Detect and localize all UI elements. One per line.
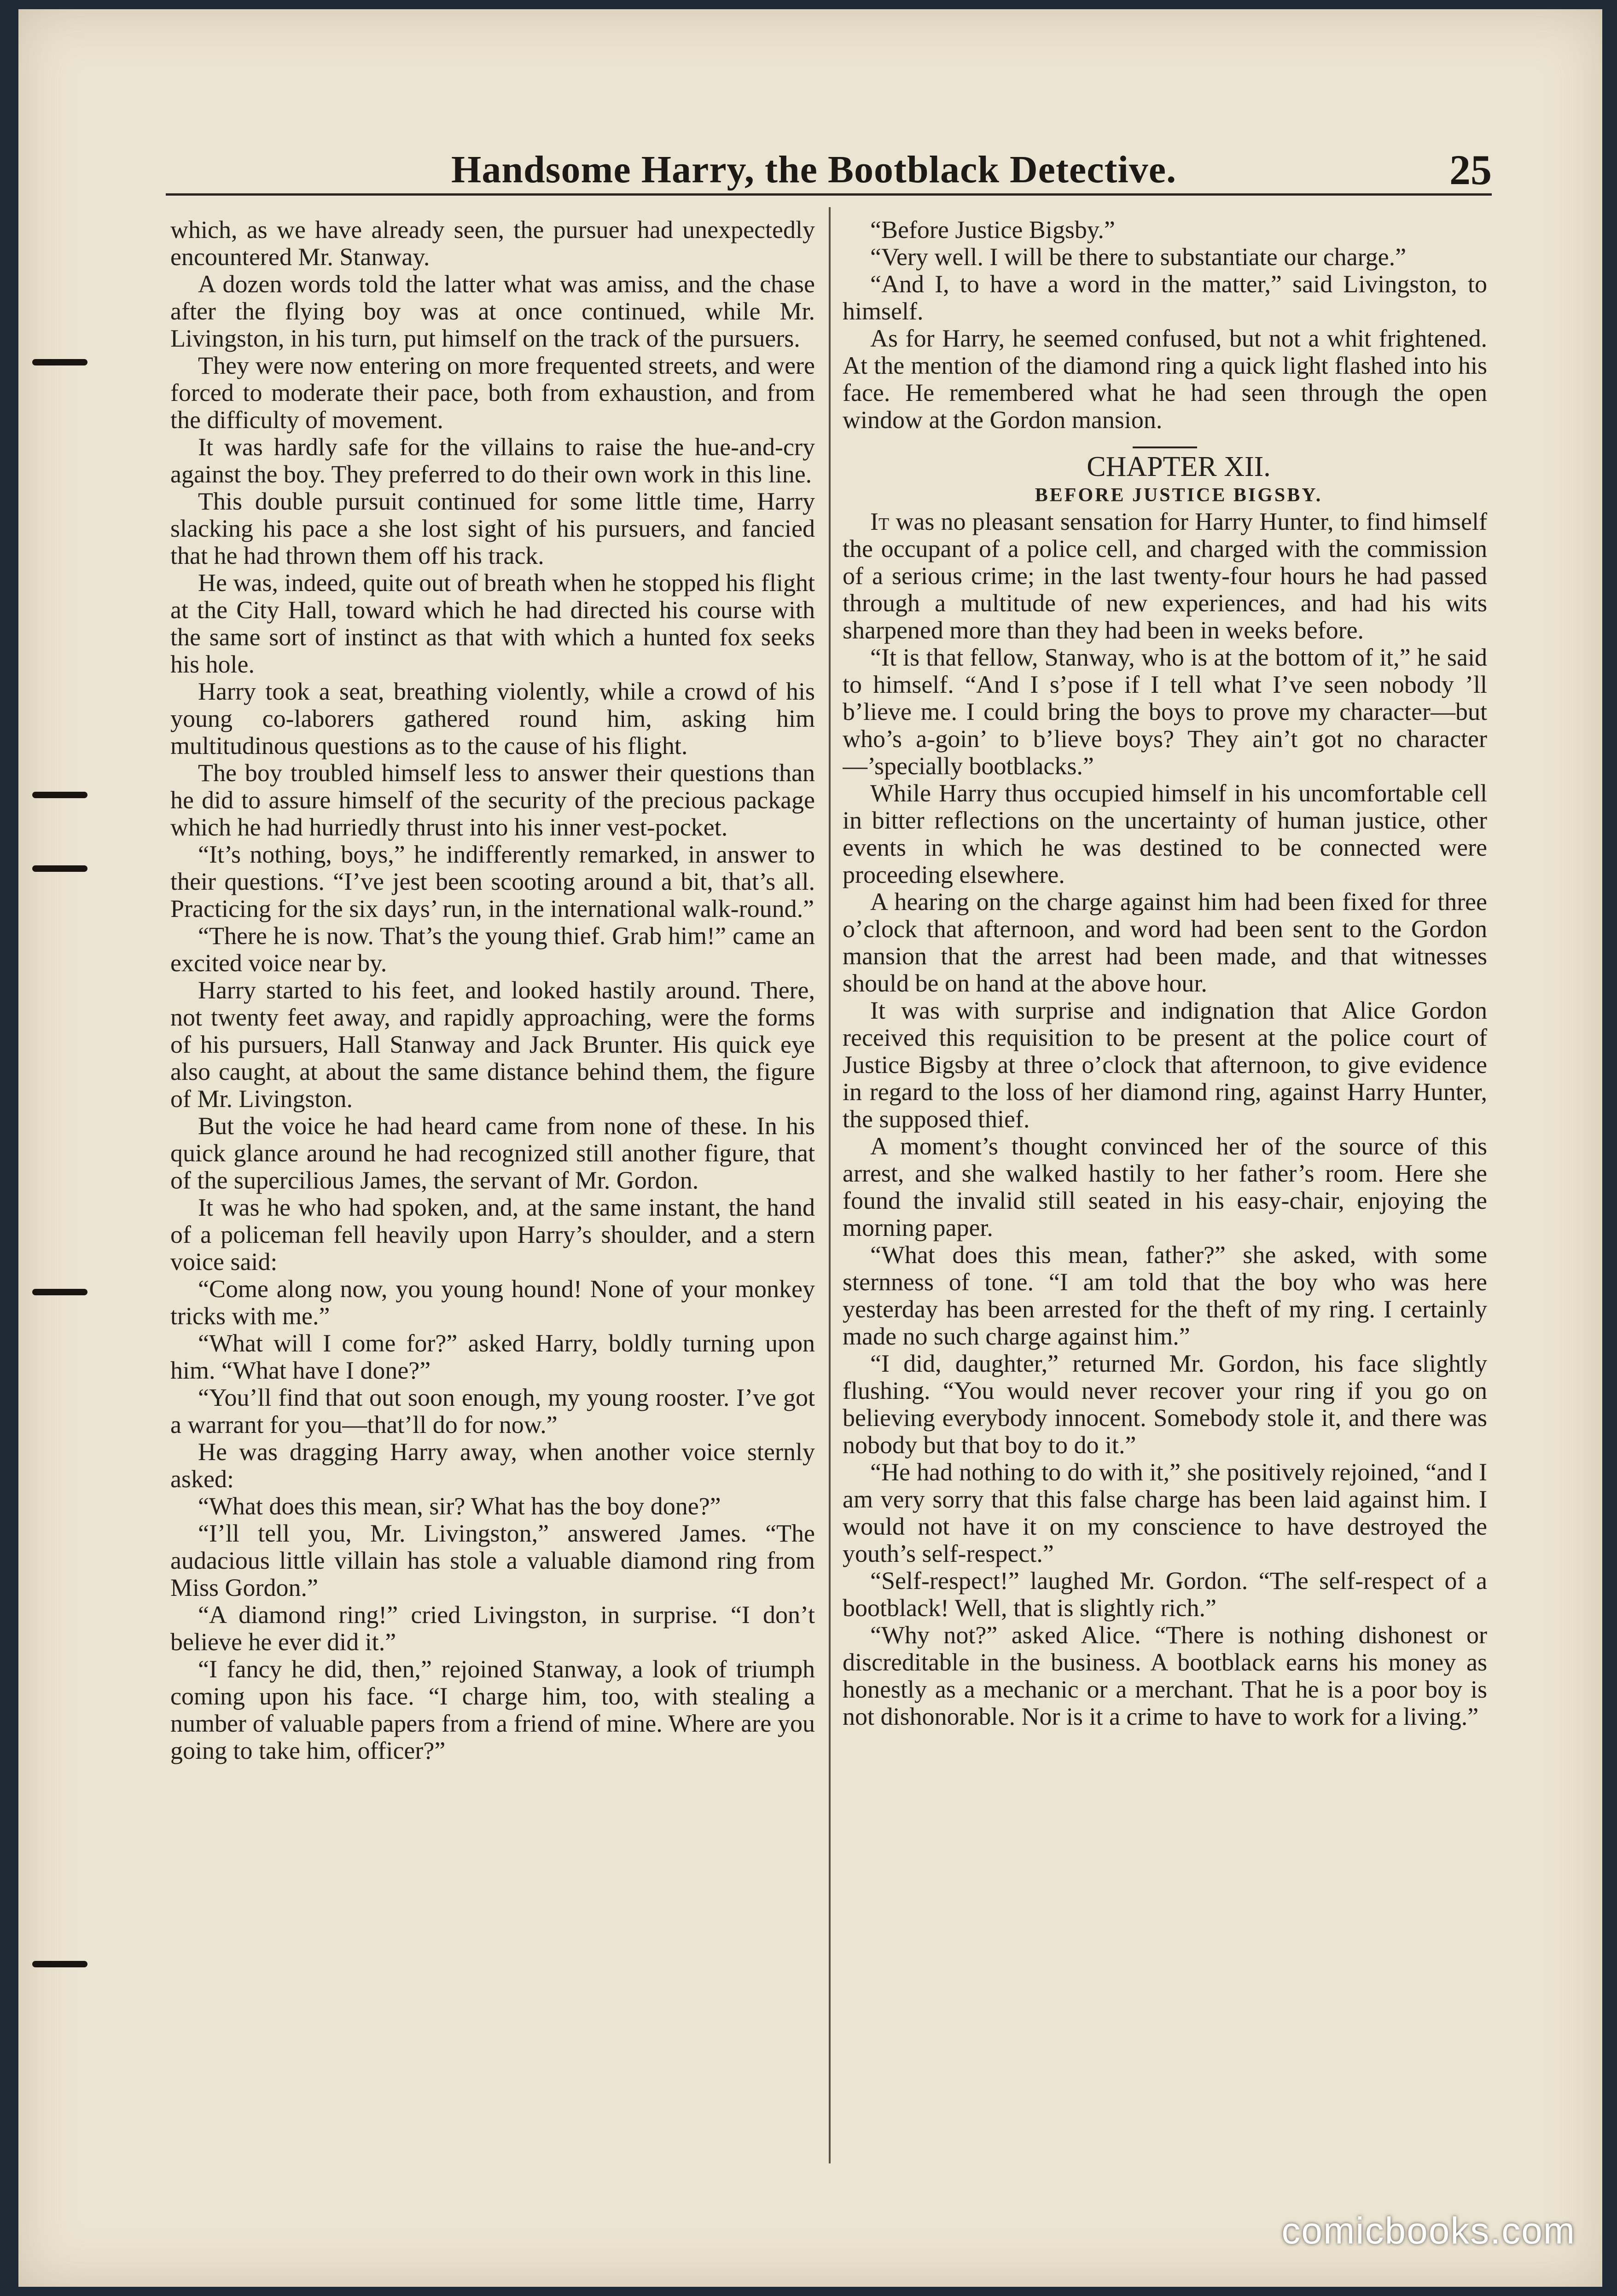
- paragraph: “What does this mean, sir? What has the boy done?”: [198, 1492, 721, 1520]
- opening-word: It: [870, 508, 890, 535]
- paragraph: It was he who had spoken, and, at the same instant, the hand of a policeman fell heavily upon Harry’s shoulder, and a stern voice said:: [170, 1194, 815, 1276]
- paragraph: But the voice he had heard came from none of these. In his quick glance around he had recognized still another figure, that of the supercilious James, the servant of Mr. Gordon.: [170, 1112, 815, 1194]
- binding-stitch: [32, 865, 87, 872]
- paragraph: “I fancy he did, then,” rejoined Stanway, a look of triumph coming upon his face. “I charge him, too, with stealing a number of valuable papers from a friend of mine. Where are you going to take him, officer?”: [170, 1655, 815, 1764]
- paragraph: It was with surprise and indignation that Alice Gordon received this requisition to be present at the police court of Justice Bigsby at three o’clock that afternoon, to give evidence in regard to the loss of her diamond ring, against Harry Hunter, the supposed thief.: [843, 997, 1487, 1133]
- paragraph: The boy troubled himself less to answer their questions than he did to assure himself of the security of the precious package which he had hurriedly thrust into his inner vest-pocket.: [170, 759, 815, 841]
- paragraph: “He had nothing to do with it,” she positively rejoined, “and I am very sorry that this false charge has been laid against him. I would not have it on my conscience to have destroyed the youth’s self-respect.”: [843, 1458, 1487, 1567]
- page-number: 25: [1449, 146, 1492, 193]
- paragraph: Harry took a seat, breathing violently, while a crowd of his young co-laborers gathered round him, asking him multitudinous questions as to the cause of his flight.: [170, 678, 815, 760]
- paragraph: “There he is now. That’s the young thief. Grab him!” came an excited voice near by.: [170, 922, 815, 977]
- paragraph: “Why not?” asked Alice. “There is nothing dishonest or discreditable in the business. A bootblack earns his money as honestly as a mechanic or a merchant. That he is a poor boy is not dishonorable. Nor is it a crime to have to work for a living.”: [843, 1621, 1487, 1730]
- site-watermark: comicbooks.com: [1281, 2210, 1576, 2252]
- paragraph: “What does this mean, father?” she asked, with some sternness of tone. “I am told that the boy who was here yesterday has been arrested for the theft of my ring. I certainly made no such charge against him.”: [843, 1241, 1487, 1350]
- paragraph: “Come along now, you young hound! None of your monkey tricks with me.”: [170, 1275, 815, 1330]
- paragraph: A dozen words told the latter what was amiss, and the chase after the flying boy was at once continued, while Mr. Livingston, in his turn, put himself on the track of the pursuers.: [170, 270, 815, 352]
- paragraph: He was dragging Harry away, when another voice sternly asked:: [170, 1438, 815, 1493]
- right-column: [843, 216, 1487, 2168]
- chapter-title: CHAPTER XII.: [1087, 451, 1271, 482]
- paragraph: “What will I come for?” asked Harry, boldly turning upon him. “What have I done?”: [170, 1329, 815, 1384]
- binding-stitch: [32, 792, 87, 798]
- paragraph: “Before Justice Bigsby.”: [870, 216, 1115, 244]
- paragraph: They were now entering on more frequented streets, and were forced to moderate their pace, both from exhaustion, and from the difficulty of movement.: [170, 352, 815, 434]
- paragraph: “Self-respect!” laughed Mr. Gordon. “The self-respect of a bootblack! Well, that is slightly rich.”: [843, 1567, 1487, 1622]
- chapter-subtitle: BEFORE JUSTICE BIGSBY.: [1035, 485, 1323, 506]
- page-header: [166, 138, 1492, 196]
- paragraph: “A diamond ring!” cried Livingston, in surprise. “I don’t believe he ever did it.”: [170, 1601, 815, 1656]
- paragraph: He was, indeed, quite out of breath when he stopped his flight at the City Hall, toward which he had directed his course with the same sort of instinct as that with which a hunted fox seeks his hole.: [170, 569, 815, 678]
- paragraph: This double pursuit continued for some little time, Harry slacking his pace a she lost sight of his pursuers, and fancied that he had thrown them off his track.: [170, 487, 815, 569]
- paragraph: “I’ll tell you, Mr. Livingston,” answered James. “The audacious little villain has stole a valuable diamond ring from Miss Gordon.”: [170, 1519, 815, 1601]
- paragraph: “And I, to have a word in the matter,” said Livingston, to himself.: [843, 270, 1487, 325]
- paragraph: “Very well. I will be there to substantiate our charge.”: [870, 243, 1407, 271]
- paragraph: A hearing on the charge against him had been fixed for three o’clock that afternoon, and word had been sent to the Gordon mansion that the arrest had been made, and that witnesses should be on hand at the above hour.: [843, 888, 1487, 997]
- paragraph: which, as we have already seen, the pursuer had unexpectedly encountered Mr. Stanway.: [170, 216, 815, 271]
- paragraph: “It is that fellow, Stanway, who is at the bottom of it,” he said to himself. “And I s’pose if I tell what I’ve seen nobody ’ll b’lieve me. I could bring the boys to prove my character—but who’s a-goin’ to b’lieve boys? They ain’t got no character—’specially bootblacks.”: [843, 644, 1487, 780]
- chapter-opening-paragraph: [843, 508, 1487, 644]
- opening-text: was no pleasant sensation for Harry Hunter, to find himself the occupant of a police cell, and charged with the commission of a serious crime; in the last twenty-four hours he had passed through a multitude of new experiences, and had his wits sharpened more than they had been in weeks before.: [843, 508, 1487, 644]
- paragraph: “I did, daughter,” returned Mr. Gordon, his face slightly flushing. “You would never recover your ring if you go on believing everybody innocent. Somebody stole it, and there was nobody but that boy to do it.”: [843, 1350, 1487, 1459]
- binding-stitch: [32, 1289, 87, 1295]
- binding-stitch: [32, 1961, 87, 1967]
- chapter-rule: [1133, 446, 1197, 448]
- paragraph: It was hardly safe for the villains to raise the hue-and-cry against the boy. They preferred to do their own work in this line.: [170, 433, 815, 488]
- paragraph: “You’ll find that out soon enough, my young rooster. I’ve got a warrant for you—that’ll do for now.”: [170, 1384, 815, 1438]
- paragraph: While Harry thus occupied himself in his uncomfortable cell in bitter reflections on the uncertainty of human justice, other events in which he was destined to be connected were proceeding elsewhere.: [843, 779, 1487, 888]
- paragraph: Harry started to his feet, and looked hastily around. There, not twenty feet away, and rapidly approaching, were the forms of his pursuers, Hall Stanway and Jack Brunter. His quick eye also caught, at about the same distance behind them, the figure of Mr. Livingston.: [170, 976, 815, 1113]
- paragraph: As for Harry, he seemed confused, but not a whit frightened. At the mention of the diamond ring a quick light flashed into his face. He remembered what he had seen through the open window at the Gordon mansion.: [843, 325, 1487, 434]
- column-rule: [829, 207, 831, 2163]
- paragraph: “It’s nothing, boys,” he indifferently remarked, in answer to their questions. “I’ve jest been scooting around a bit, that’s all. Practicing for the six days’ run, in the international walk-round.”: [170, 841, 815, 922]
- binding-stitch: [32, 359, 87, 365]
- running-title: Handsome Harry, the Bootblack Detective.: [451, 148, 1177, 191]
- paragraph: A moment’s thought convinced her of the source of this arrest, and she walked hastily to her father’s room. Here she found the invalid still seated in his easy-chair, enjoying the morning paper.: [843, 1132, 1487, 1241]
- left-column: [170, 216, 815, 2168]
